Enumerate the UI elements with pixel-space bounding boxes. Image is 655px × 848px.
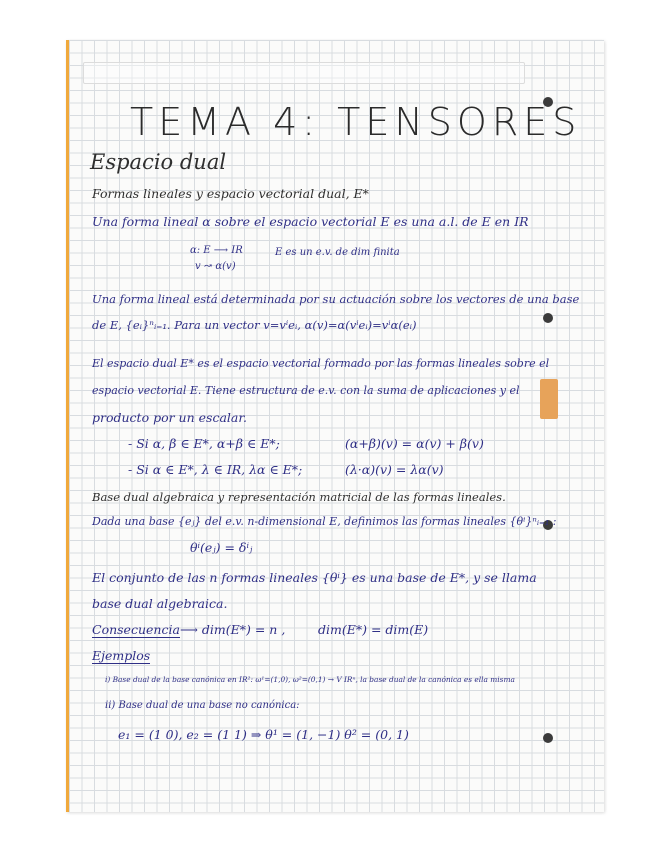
header-box xyxy=(83,62,525,84)
text-line: e₁ = (1 0), e₂ = (1 1) ⇒ θ¹ = (1, −1) θ² = (0, 1) xyxy=(118,727,409,742)
text-line: E es un e.v. de dim finita xyxy=(275,247,400,258)
text-line: de E, {eᵢ}ⁿᵢ₌₁. Para un vector v=vⁱeᵢ, α(v)=α(vⁱeᵢ)=vⁱα(eᵢ) xyxy=(92,318,417,332)
binder-hole-4 xyxy=(543,733,553,743)
page-title: TEMA 4: TENSORES xyxy=(130,100,582,144)
text-line: - Si α, β ∈ E*, α+β ∈ E*; xyxy=(128,436,280,451)
sticky-tab xyxy=(540,379,558,419)
text-line: Base dual algebraica y representación matricial de las formas lineales. xyxy=(92,490,506,504)
text-line: ii) Base dual de una base no canónica: xyxy=(105,700,300,711)
text-line: ⟶ dim(E*) = n , xyxy=(180,622,286,637)
text-line: v ↝ α(v) xyxy=(195,261,236,272)
binder-hole-2 xyxy=(543,313,553,323)
text-line: El conjunto de las n formas lineales {θⁱ} es una base de E*, y se llama xyxy=(92,570,537,585)
text-line: Ejemplos xyxy=(92,648,151,663)
text-line: - Si α ∈ E*, λ ∈ IR, λα ∈ E*; xyxy=(128,462,303,477)
text-line: dim(E*) = dim(E) xyxy=(318,622,429,637)
text-line: θⁱ(eⱼ) = δⁱⱼ xyxy=(190,540,253,555)
text-line: El espacio dual E* es el espacio vectorial formado por las formas lineales sobre el xyxy=(92,357,550,370)
text-line: espacio vectorial E. Tiene estructura de e.v. con la suma de aplicaciones y el xyxy=(92,384,520,397)
subsection-heading: Formas lineales y espacio vectorial dual, E* xyxy=(92,186,369,201)
section-heading: Espacio dual xyxy=(90,150,227,174)
text-line: i) Base dual de la base canónica en IR²: ω¹=(1,0), ω²=(0,1) → V IRⁿ, la base dual de la canónica es ella misma xyxy=(105,675,515,684)
text-line: Dada una base {eⱼ} del e.v. n-dimensional E, definimos las formas lineales {θⁱ}ⁿᵢ₌₁ : xyxy=(92,515,557,528)
text-line: Una forma lineal α sobre el espacio vectorial E es una a.l. de E en IR xyxy=(92,214,529,229)
text-line: Consecuencia xyxy=(92,622,180,637)
text-line: producto por un escalar. xyxy=(92,410,247,425)
text-line: Una forma lineal está determinada por su actuación sobre los vectores de una base xyxy=(92,292,580,306)
text-line: (α+β)(v) = α(v) + β(v) xyxy=(345,436,484,451)
text-line: (λ·α)(v) = λα(v) xyxy=(345,462,444,477)
text-line: α: E ⟶ IR xyxy=(190,245,243,256)
text-line: base dual algebraica. xyxy=(92,596,228,611)
